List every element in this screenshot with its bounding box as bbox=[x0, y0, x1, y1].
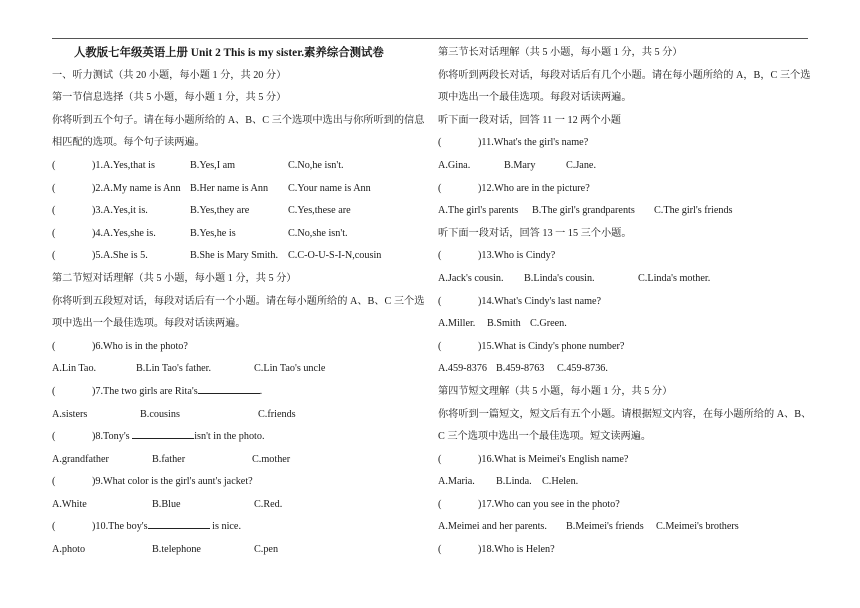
question-text: )11.What's the girl's name? bbox=[478, 137, 589, 149]
option-b: B.Smith bbox=[487, 318, 521, 330]
options-13 bbox=[438, 268, 810, 291]
answer-paren: ( bbox=[438, 250, 442, 262]
answer-paren: ( bbox=[52, 385, 56, 397]
answer-blank[interactable] bbox=[148, 518, 210, 529]
option-b: B.She is Mary Smith. bbox=[190, 250, 279, 262]
answer-blank[interactable] bbox=[198, 383, 260, 394]
instruction-line: 你将听到五个句子。请在每小题所给的 A、B、C 三个选项中选出与你所听到的信息 bbox=[52, 114, 425, 126]
answer-paren: ( bbox=[52, 159, 56, 171]
section-heading: 第三节长对话理解（共 5 小题，每小题 1 分，共 5 分） bbox=[438, 47, 683, 58]
option-a: A.Miller. bbox=[438, 318, 476, 330]
options-7 bbox=[52, 404, 424, 427]
option-b: B.The girl's grandparents bbox=[532, 205, 635, 217]
instruction-line: 你将听到一篇短文，短文后有五个小题。请根据短文内容，在每小题所给的 A、B、 bbox=[438, 408, 812, 420]
instruction-line: 你将听到两段长对话，每段对话后有几个小题。请在每小题所给的 A，B，C 三个选 bbox=[438, 69, 811, 81]
question-11 bbox=[438, 132, 810, 155]
option-a: )2.A.My name is Ann bbox=[92, 182, 181, 194]
instruction-line: C 三个选项中选出一个最佳选项。短文读两遍。 bbox=[438, 431, 652, 443]
answer-paren: ( bbox=[52, 182, 56, 194]
options-17 bbox=[438, 516, 810, 539]
question-text: )12.Who are in the picture? bbox=[478, 182, 590, 194]
instruction-line: 相匹配的选项。每个句子读两遍。 bbox=[52, 137, 205, 149]
option-c: C.Meimei's brothers bbox=[656, 521, 739, 533]
option-a: A.photo bbox=[52, 544, 86, 556]
option-c: C.No,she isn't. bbox=[288, 227, 348, 239]
question-4 bbox=[52, 223, 424, 246]
option-a: A.Maria. bbox=[438, 476, 475, 488]
option-b: B.telephone bbox=[152, 544, 201, 556]
option-b: B.Yes,they are bbox=[190, 205, 250, 217]
option-b: B.Linda. bbox=[496, 476, 532, 488]
option-c: C.mother bbox=[252, 453, 291, 465]
options-15 bbox=[438, 358, 810, 381]
answer-paren: ( bbox=[438, 498, 442, 510]
options-6 bbox=[52, 358, 424, 381]
answer-blank[interactable] bbox=[132, 428, 194, 439]
option-c: C.friends bbox=[258, 408, 296, 420]
answer-paren: ( bbox=[438, 340, 442, 352]
option-a: A.sisters bbox=[52, 408, 88, 420]
option-a: )4.A.Yes,she is. bbox=[92, 227, 156, 239]
option-c: C.Your name is Ann bbox=[288, 182, 371, 194]
sub-instruction: 听下面一段对话，回答 13 一 15 三个小题。 bbox=[438, 227, 632, 239]
question-12 bbox=[438, 178, 810, 201]
option-b: B.Linda's cousin. bbox=[524, 272, 595, 284]
option-c: C.Jane. bbox=[566, 159, 596, 171]
option-c: C.No,he isn't. bbox=[288, 159, 344, 171]
question-text: )13.Who is Cindy? bbox=[478, 250, 556, 262]
question-5 bbox=[52, 245, 424, 268]
options-14 bbox=[438, 313, 810, 336]
question-2 bbox=[52, 178, 424, 201]
option-b: B.father bbox=[152, 453, 186, 465]
question-text: )9.What color is the girl's aunt's jacket? bbox=[92, 476, 253, 488]
option-a: A.Jack's cousin. bbox=[438, 272, 504, 284]
answer-paren: ( bbox=[438, 295, 442, 307]
option-b: B.Lin Tao's father. bbox=[136, 363, 212, 375]
question-text: )16.What is Meimei's English name? bbox=[478, 453, 629, 465]
option-a: A.Lin Tao. bbox=[52, 363, 97, 375]
option-b: B.Her name is Ann bbox=[190, 182, 269, 194]
option-c: C.pen bbox=[254, 544, 279, 556]
option-b: B.Meimei's friends bbox=[566, 521, 644, 533]
top-rule bbox=[52, 38, 808, 39]
option-c: C.The girl's friends bbox=[654, 205, 733, 217]
question-text: )10.The boy's bbox=[92, 521, 148, 533]
options-12 bbox=[438, 200, 810, 223]
question-3 bbox=[52, 200, 424, 223]
question-18 bbox=[438, 539, 810, 562]
options-9 bbox=[52, 494, 424, 517]
option-c: C.C-O-U-S-I-N,cousin bbox=[288, 250, 382, 262]
question-text: )18.Who is Helen? bbox=[478, 544, 555, 556]
left-column bbox=[52, 42, 424, 562]
option-b: B.Blue bbox=[152, 498, 181, 510]
option-a: )1.A.Yes,that is bbox=[92, 159, 155, 171]
option-b: B.459-8763 bbox=[496, 363, 545, 375]
question-13 bbox=[438, 245, 810, 268]
option-a: )3.A.Yes,it is. bbox=[92, 205, 148, 217]
options-16 bbox=[438, 471, 810, 494]
option-b: B.Mary bbox=[504, 159, 536, 171]
question-14 bbox=[438, 291, 810, 314]
question-9 bbox=[52, 471, 424, 494]
option-a: A.459-8376 bbox=[438, 363, 487, 375]
option-b: B.cousins bbox=[140, 408, 180, 420]
option-a: A.The girl's parents bbox=[438, 205, 519, 217]
option-a: A.Gina. bbox=[438, 159, 471, 171]
answer-paren: ( bbox=[52, 227, 56, 239]
answer-paren: ( bbox=[438, 182, 442, 194]
option-c: C.Red. bbox=[254, 498, 283, 510]
answer-paren: ( bbox=[438, 544, 442, 556]
question-text: )15.What is Cindy's phone number? bbox=[478, 340, 625, 352]
answer-paren: ( bbox=[52, 250, 56, 262]
option-c: C.Green. bbox=[530, 318, 567, 330]
question-text: )6.Who is in the photo? bbox=[92, 340, 188, 352]
options-11 bbox=[438, 155, 810, 178]
answer-paren: ( bbox=[52, 340, 56, 352]
option-a: A.Meimei and her parents. bbox=[438, 521, 547, 533]
instruction-line: 你将听到五段短对话，每段对话后有一个小题。请在每小题所给的 A、B、C 三个选 bbox=[52, 295, 425, 307]
option-c: C.Linda's mother. bbox=[638, 272, 711, 284]
answer-paren: ( bbox=[438, 453, 442, 465]
answer-paren: ( bbox=[52, 205, 56, 217]
option-a: A.grandfather bbox=[52, 453, 109, 465]
question-10 bbox=[52, 516, 424, 539]
question-1 bbox=[52, 155, 424, 178]
instruction-line: 项中选出一个最佳选项。每段对话读两遍。 bbox=[438, 92, 632, 104]
answer-paren: ( bbox=[52, 476, 56, 488]
question-text: )8.Tony's bbox=[92, 431, 130, 443]
section-heading: 第一节信息选择（共 5 小题，每小题 1 分，共 5 分） bbox=[52, 92, 287, 104]
section-heading: 第四节短文理解（共 5 小题，每小题 1 分，共 5 分） bbox=[438, 385, 673, 397]
options-8 bbox=[52, 449, 424, 472]
question-16 bbox=[438, 449, 810, 472]
page-title: 人教版七年级英语上册 Unit 2 This is my sister.素养综合测试卷 bbox=[74, 47, 384, 59]
question-text-end: is nice. bbox=[212, 521, 241, 533]
question-8 bbox=[52, 426, 424, 449]
question-7 bbox=[52, 381, 424, 404]
option-a: )5.A.She is 5. bbox=[92, 250, 148, 262]
question-text: )17.Who can you see in the photo? bbox=[478, 498, 620, 510]
answer-paren: ( bbox=[438, 137, 442, 149]
option-c: C.Lin Tao's uncle bbox=[254, 363, 326, 375]
options-10 bbox=[52, 539, 424, 562]
option-b: B.Yes,I am bbox=[190, 159, 236, 171]
question-17 bbox=[438, 494, 810, 517]
instruction-line: 项中选出一个最佳选项。每段对话读两遍。 bbox=[52, 318, 246, 330]
option-c: C.Helen. bbox=[542, 476, 579, 488]
right-column bbox=[438, 42, 810, 562]
option-c: C.459-8736. bbox=[557, 363, 608, 375]
question-text-end: isn't in the photo. bbox=[194, 431, 265, 443]
answer-paren: ( bbox=[52, 521, 56, 533]
section-heading: 第二节短对话理解（共 5 小题，每小题 1 分，共 5 分） bbox=[52, 272, 297, 284]
option-c: C.Yes,these are bbox=[288, 205, 351, 217]
sub-instruction: 听下面一段对话，回答 11 一 12 两个小题 bbox=[438, 114, 621, 126]
option-b: B.Yes,he is bbox=[190, 227, 236, 239]
question-text-end: . bbox=[259, 385, 263, 397]
option-a: A.White bbox=[52, 498, 87, 510]
question-text: )7.The two girls are Rita's bbox=[92, 385, 198, 397]
question-6 bbox=[52, 336, 424, 359]
question-text: )14.What's Cindy's last name? bbox=[478, 295, 602, 307]
answer-paren: ( bbox=[52, 431, 56, 443]
part-heading: 一、听力测试（共 20 小题，每小题 1 分，共 20 分） bbox=[52, 69, 287, 81]
question-15 bbox=[438, 336, 810, 359]
